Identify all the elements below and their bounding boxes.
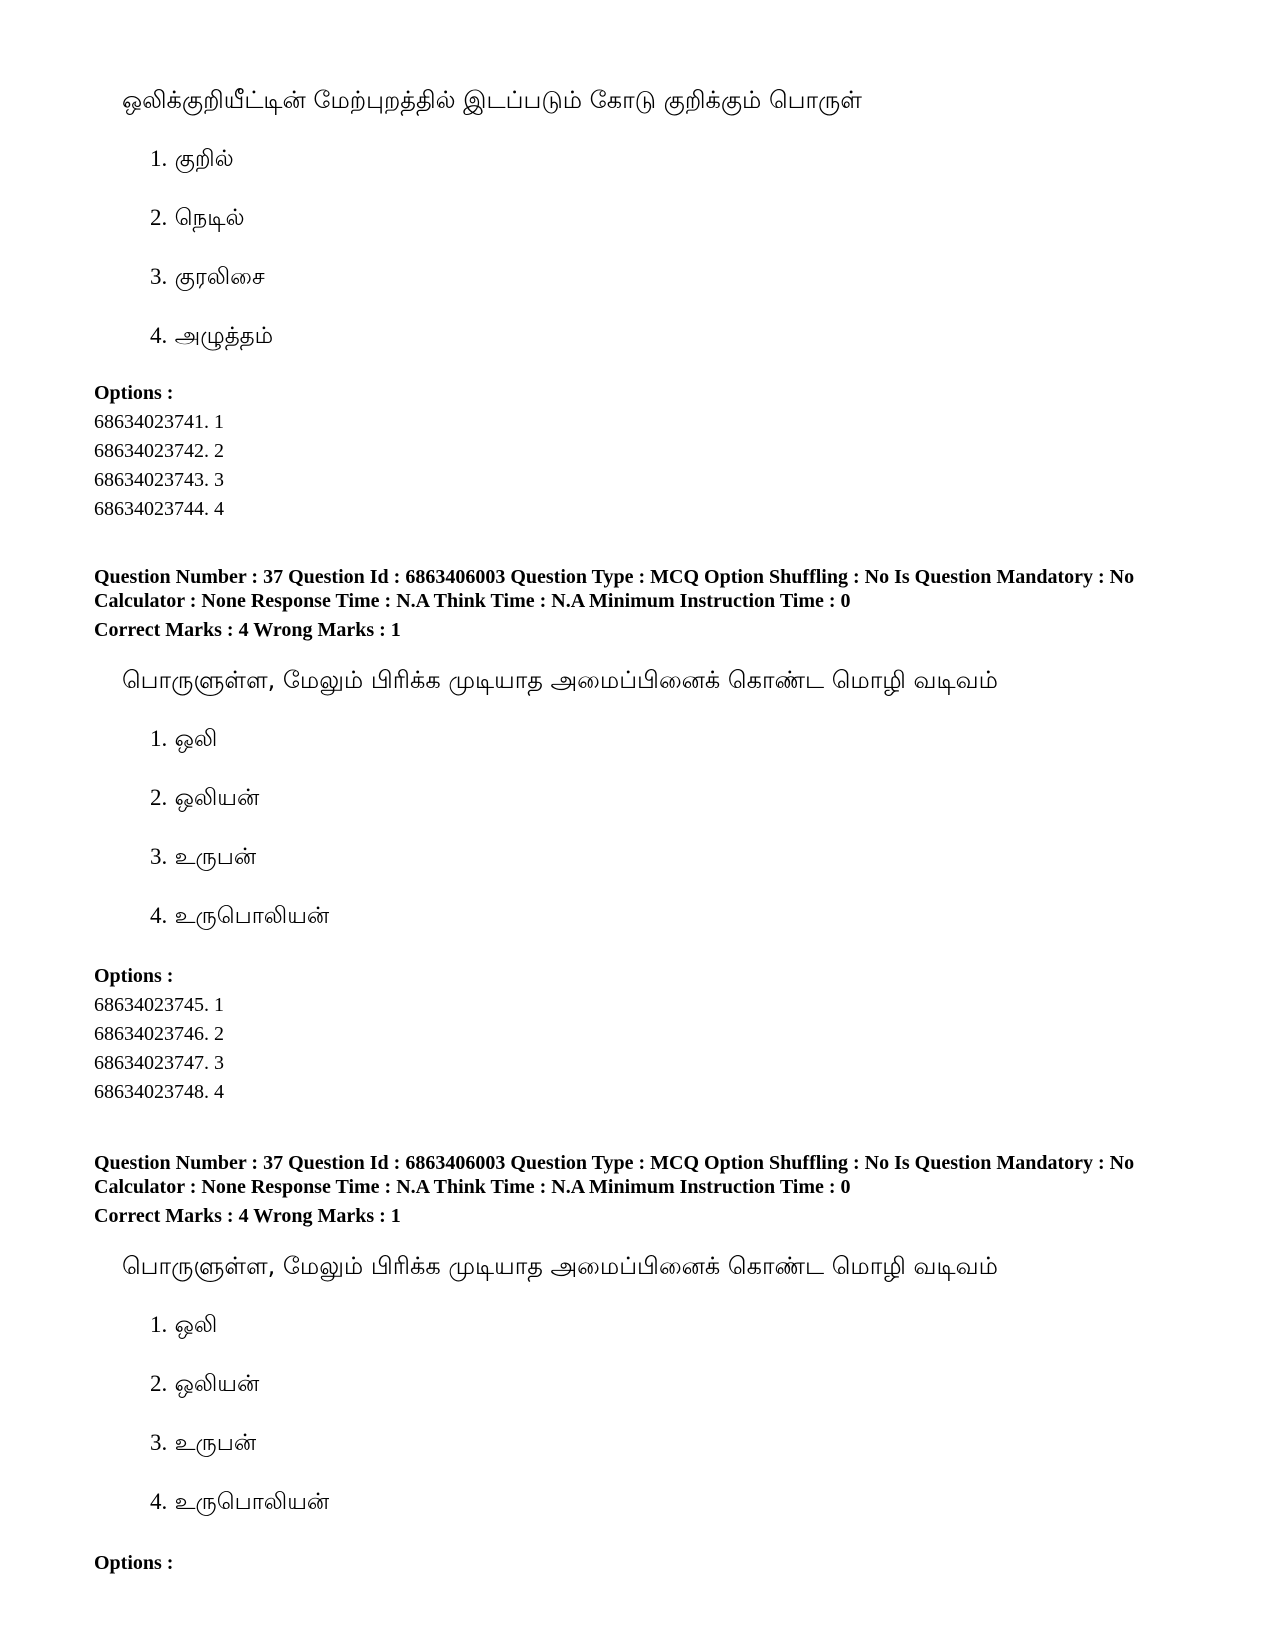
choice-number: 3. (150, 1430, 168, 1455)
option-id: 68634023747. (94, 1052, 209, 1074)
choice-number: 1. (150, 1312, 168, 1337)
choice-number: 2. (150, 785, 168, 810)
answer-choice (150, 783, 259, 813)
option-row (94, 1051, 224, 1075)
choice-number: 2. (150, 1371, 168, 1396)
choice-text: நெடில் (174, 205, 245, 231)
option-row (94, 1080, 224, 1104)
marks-info: Correct Marks : 4 Wrong Marks : 1 (94, 619, 401, 641)
answer-choice (150, 1428, 256, 1458)
choice-number: 3. (150, 844, 168, 869)
options-heading: Options : (94, 382, 174, 404)
choice-text: ஒலியன் (174, 785, 260, 811)
option-row (94, 993, 224, 1017)
choice-number: 1. (150, 146, 168, 171)
option-value: 4 (214, 1081, 224, 1103)
question-meta: Question Number : 37 Question Id : 6863406003 Question Type : MCQ Option Shuffling : No Is Question Mandatory : No Calculator : None Response Time : N.A Think Time : N.A Minimum Instruction Time : 0 (94, 1152, 1135, 1198)
question-text: பொருளுள்ள, மேலும் பிரிக்க முடியாத அமைப்பினைக் கொண்ட மொழி வடிவம் (122, 1252, 998, 1280)
option-id: 68634023741. (94, 411, 209, 433)
options-heading: Options : (94, 1552, 174, 1574)
choice-text: ஒலி (174, 1312, 218, 1338)
option-row (94, 410, 224, 434)
choice-text: உருபன் (174, 1430, 257, 1456)
option-row (94, 1022, 224, 1046)
choice-number: 2. (150, 205, 168, 230)
option-value: 2 (214, 1023, 224, 1045)
choice-text: ஒலியன் (174, 1371, 260, 1397)
marks-info: Correct Marks : 4 Wrong Marks : 1 (94, 1205, 401, 1227)
choice-text: உருபன் (174, 844, 257, 870)
option-id: 68634023748. (94, 1081, 209, 1103)
answer-choice (150, 203, 245, 233)
question-text: ஒலிக்குறியீட்டின் மேற்புறத்தில் இடப்படும் கோடு குறிக்கும் பொருள் (122, 86, 862, 114)
choice-number: 4. (150, 903, 168, 928)
choice-text: அழுத்தம் (174, 323, 274, 349)
option-value: 1 (214, 994, 224, 1016)
option-value: 3 (214, 469, 224, 491)
choice-number: 4. (150, 1489, 168, 1514)
answer-choice (150, 1310, 217, 1340)
choice-number: 4. (150, 323, 168, 348)
choice-text: ஒலி (174, 726, 218, 752)
answer-choice (150, 901, 329, 931)
option-value: 2 (214, 440, 224, 462)
choice-text: குரலிசை (174, 264, 265, 290)
choice-text: குறில் (174, 146, 234, 172)
option-id: 68634023743. (94, 469, 209, 491)
question-text: பொருளுள்ள, மேலும் பிரிக்க முடியாத அமைப்பினைக் கொண்ட மொழி வடிவம் (122, 666, 998, 694)
choice-number: 1. (150, 726, 168, 751)
option-id: 68634023745. (94, 994, 209, 1016)
choice-text: உருபொலியன் (174, 1489, 330, 1515)
option-value: 3 (214, 1052, 224, 1074)
options-heading: Options : (94, 965, 174, 987)
option-id: 68634023746. (94, 1023, 209, 1045)
answer-choice (150, 262, 265, 292)
option-value: 1 (214, 411, 224, 433)
option-row (94, 439, 224, 463)
question-meta: Question Number : 37 Question Id : 6863406003 Question Type : MCQ Option Shuffling : No Is Question Mandatory : No Calculator : None Response Time : N.A Think Time : N.A Minimum Instruction Time : 0 (94, 566, 1135, 612)
option-value: 4 (214, 498, 224, 520)
answer-choice (150, 1369, 259, 1399)
answer-choice (150, 321, 273, 351)
option-row (94, 497, 224, 521)
answer-choice (150, 144, 234, 174)
answer-choice (150, 724, 217, 754)
choice-number: 3. (150, 264, 168, 289)
option-id: 68634023742. (94, 440, 209, 462)
option-id: 68634023744. (94, 498, 209, 520)
option-row (94, 468, 224, 492)
choice-text: உருபொலியன் (174, 903, 330, 929)
answer-choice (150, 842, 256, 872)
answer-choice (150, 1487, 329, 1517)
